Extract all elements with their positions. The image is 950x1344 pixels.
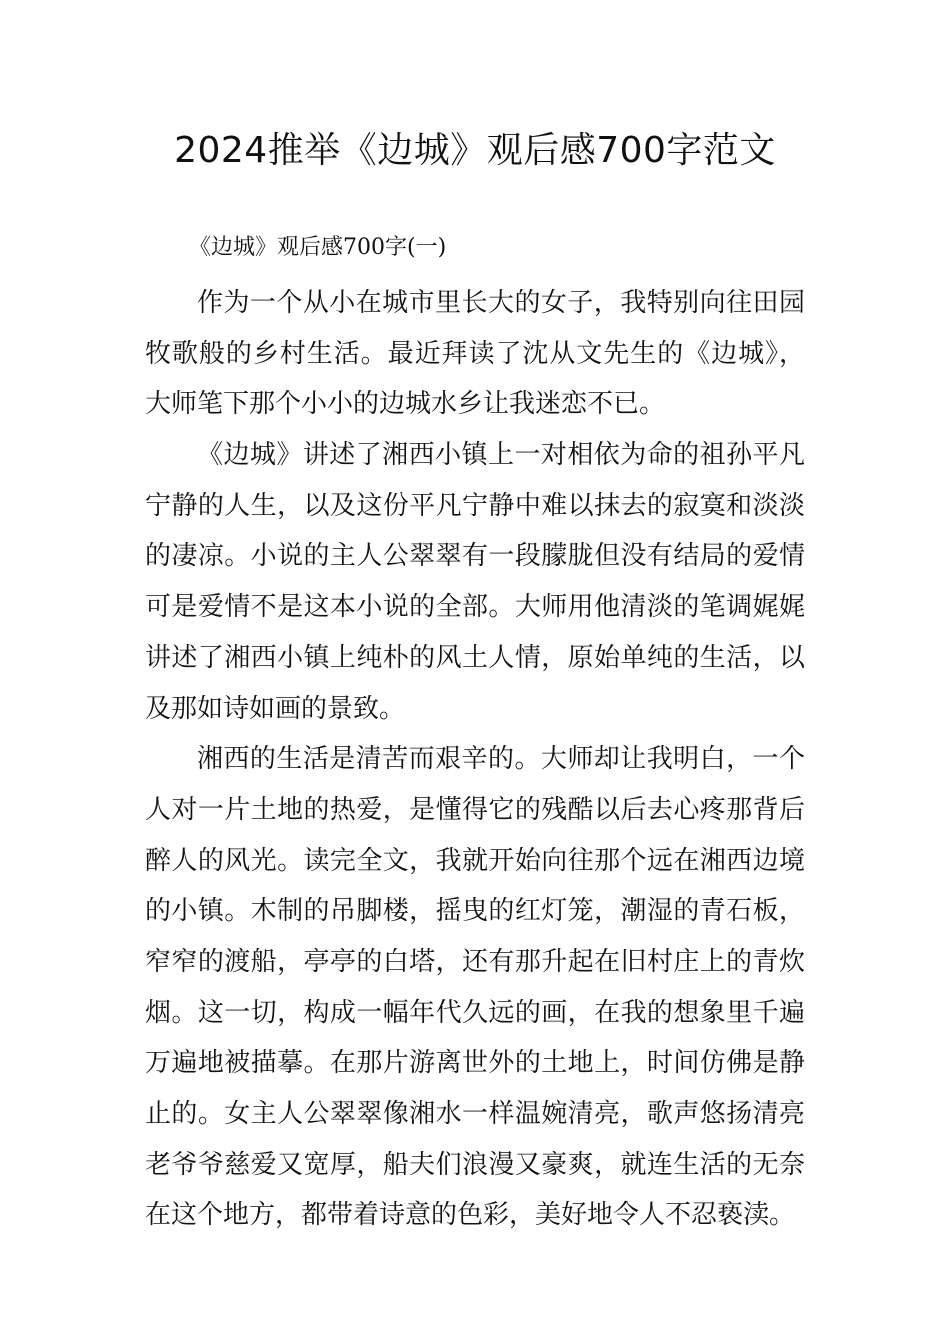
text-line: 在这个地方，都带着诗意的色彩，美好地令人不忍亵渎。 [145,1200,796,1231]
text-line: 人对一片土地的热爱，是懂得它的残酷以后去心疼那背后 [145,794,805,825]
text-line: 可是爱情不是这本小说的全部。大师用他清淡的笔调娓娓 [145,592,805,623]
document-body [145,230,805,1241]
text-line: 烟。这一切，构成一幅年代久远的画，在我的想象里千遍 [145,997,805,1028]
paragraph-2 [145,430,805,734]
text-line: 大师笔下那个小小的边城水乡让我迷恋不已。 [145,389,666,420]
text-line: 止的。女主人公翠翠像湘水一样温婉清亮，歌声悠扬清亮 [145,1099,805,1129]
text-line: 的小镇。木制的吊脚楼，摇曳的红灯笼，潮湿的青石板， [145,896,805,927]
text-line: 牧歌般的乡村生活。最近拜读了沈从文先生的《边城》， [145,338,805,369]
text-line: 醉人的风光。读完全文，我就开始向往那个远在湘西边境 [145,845,805,876]
text-line: 宁静的人生，以及这份平凡宁静中难以抹去的寂寞和淡淡 [145,490,805,521]
section-heading: 《边城》观后感700字(一) [189,235,447,260]
text-line: 万遍地被描摹。在那片游离世外的土地上，时间仿佛是静 [145,1048,805,1079]
text-line: 的凄凉。小说的主人公翠翠有一段朦胧但没有结局的爱情 [145,541,805,572]
text-line: 讲述了湘西小镇上纯朴的风土人情，原始单纯的生活，以 [145,642,805,673]
text-line: 作为一个从小在城市里长大的女子，我特别向往田园 [197,288,805,318]
text-line: 《边城》讲述了湘西小镇上一对相依为命的祖孙平凡 [197,440,805,471]
paragraph-3 [145,734,805,1241]
document-title: 2024推举《边城》观后感700字范文 [174,130,776,171]
text-line: 及那如诗如画的景致。 [145,693,406,724]
text-line: 湘西的生活是清苦而艰辛的。大师却让我明白，一个 [197,744,805,775]
text-line: 窄窄的渡船，亭亭的白塔，还有那升起在旧村庄上的青炊 [145,946,805,977]
text-line: 老爷爷慈爱又宽厚，船夫们浪漫又豪爽，就连生活的无奈 [145,1149,805,1180]
paragraph-1 [145,278,805,430]
